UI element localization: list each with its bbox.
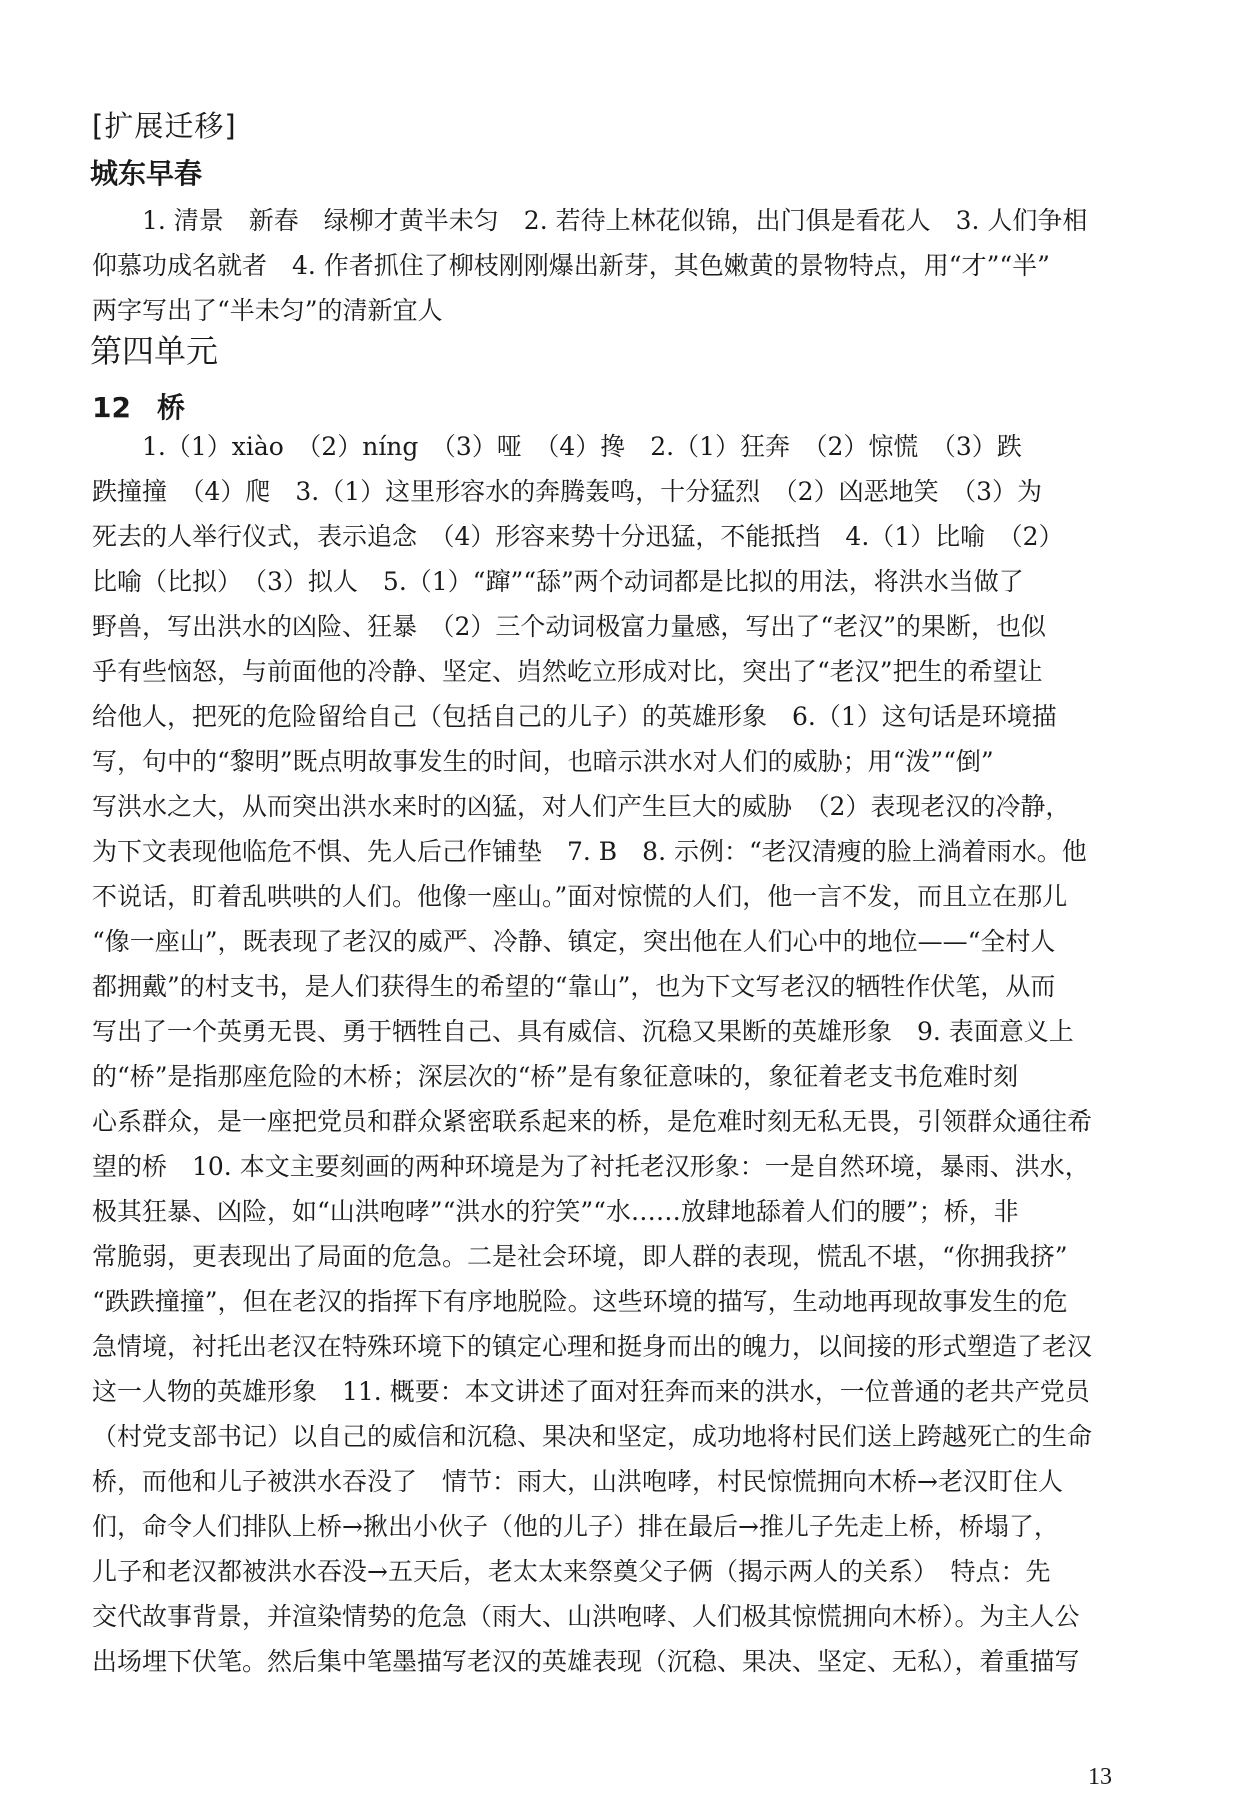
answer-line: 跌撞撞 （4）爬 3.（1）这里形容水的奔腾轰鸣，十分猛烈 （2）凶恶地笑 （3）为: [92, 477, 1042, 506]
answer-line: 望的桥 10. 本文主要刻画的两种环境是为了衬托老汉形象：一是自然环境，暴雨、洪水，: [92, 1152, 1090, 1181]
answer-line: 为下文表现他临危不惧、先人后己作铺垫 7. B 8. 示例：“老汉清瘦的脸上淌着雨水。他: [92, 837, 1087, 866]
answer-line: 桥，而他和儿子被洪水吞没了 情节：雨大，山洪咆哮，村民惊慌拥向木桥→老汉盯住人: [92, 1467, 1063, 1496]
answer-line: 死去的人举行仪式，表示追念 （4）形容来势十分迅猛，不能抵挡 4.（1）比喻 （2）: [92, 522, 1064, 551]
answer-line: 仰慕功成名就者 4. 作者抓住了柳枝刚刚爆出新芽，其色嫩黄的景物特点，用“才”“半”: [92, 251, 1050, 280]
poem-title: 城东早春: [90, 157, 203, 190]
answer-line: 给他人，把死的危险留给自己（包括自己的儿子）的英雄形象 6.（1）这句话是环境描: [92, 702, 1057, 731]
answer-line: 写，句中的“黎明”既点明故事发生的时间，也暗示洪水对人们的威胁；用“泼”“倒”: [92, 747, 994, 776]
answer-line: 1.（1）xiào （2）níng （3）哑 （4）搀 2.（1）狂奔 （2）惊慌 （3）跌: [142, 432, 1022, 461]
answer-line: 比喻（比拟） （3）拟人 5.（1）“蹿”“舔”两个动词都是比拟的用法，将洪水当做了: [92, 567, 1024, 596]
poem-answers: [92, 198, 1122, 333]
answer-line: “像一座山”，既表现了老汉的威严、冷静、镇定，突出他在人们心中的地位——“全村人: [92, 927, 1056, 956]
unit-title: 第四单元: [90, 332, 219, 370]
answer-line: 的“桥”是指那座危险的木桥；深层次的“桥”是有象征意味的，象征着老支书危难时刻: [92, 1062, 1019, 1091]
lesson-name: 桥: [156, 391, 185, 424]
answer-line: 写洪水之大，从而突出洪水来时的凶猛，对人们产生巨大的威胁 （2）表现老汉的冷静，: [92, 792, 1071, 821]
answer-line: 急情境，衬托出老汉在特殊环境下的镇定心理和挺身而出的魄力，以间接的形式塑造了老汉: [92, 1332, 1093, 1361]
answer-line: 乎有些恼怒，与前面他的冷静、坚定、岿然屹立形成对比，突出了“老汉”把生的希望让: [92, 657, 1043, 686]
answer-line: （村党支部书记）以自己的威信和沉稳、果决和坚定，成功地将村民们送上跨越死亡的生命: [92, 1422, 1093, 1451]
answer-line: 这一人物的英雄形象 11. 概要：本文讲述了面对狂奔而来的洪水，一位普通的老共产党员: [92, 1377, 1090, 1406]
lesson-title: [92, 386, 185, 426]
answer-line: 交代故事背景，并渲染情势的危急（雨大、山洪咆哮、人们极其惊慌拥向木桥）。为主人公: [92, 1602, 1080, 1631]
answer-line: “跌跌撞撞”，但在老汉的指挥下有序地脱险。这些环境的描写，生动地再现故事发生的危: [92, 1287, 1068, 1316]
page-number: 13: [1088, 1764, 1112, 1790]
answer-line: 不说话，盯着乱哄哄的人们。他像一座山。”面对惊慌的人们，他一言不发，而且立在那儿: [92, 882, 1068, 911]
answer-line: 们，命令人们排队上桥→揪出小伙子（他的儿子）排在最后→推儿子先走上桥，桥塌了，: [92, 1512, 1059, 1541]
answer-line: 野兽，写出洪水的凶险、狂暴 （2）三个动词极富力量感，写出了“老汉”的果断，也似: [92, 612, 1046, 641]
answer-line: 两字写出了“半未匀”的清新宜人: [92, 296, 443, 325]
answer-line: 都拥戴”的村支书，是人们获得生的希望的“靠山”，也为下文写老汉的牺牲作伏笔，从而: [92, 972, 1056, 1001]
section-heading: [扩展迁移]: [92, 109, 237, 143]
answer-line: 极其狂暴、凶险，如“山洪咆哮”“洪水的狞笑”“水……放肆地舔着人们的腰”；桥，非: [92, 1197, 1019, 1226]
answer-line: 儿子和老汉都被洪水吞没→五天后，老太太来祭奠父子俩（揭示两人的关系） 特点：先: [92, 1557, 1051, 1586]
answer-line: 写出了一个英勇无畏、勇于牺牲自己、具有威信、沉稳又果断的英雄形象 9. 表面意义上: [92, 1017, 1074, 1046]
answer-line: 1. 清景 新春 绿柳才黄半未匀 2. 若待上林花似锦，出门俱是看花人 3. 人们争相: [142, 206, 1088, 235]
answer-line: 心系群众，是一座把党员和群众紧密联系起来的桥，是危难时刻无私无畏，引领群众通往希: [92, 1107, 1093, 1136]
lesson-answers: [92, 424, 1122, 1684]
answer-line: 出场埋下伏笔。然后集中笔墨描写老汉的英雄表现（沉稳、果决、坚定、无私），着重描写: [92, 1647, 1080, 1676]
answer-line: 常脆弱，更表现出了局面的危急。二是社会环境，即人群的表现，慌乱不堪，“你拥我挤”: [92, 1242, 1068, 1271]
lesson-number: 12: [92, 391, 131, 424]
